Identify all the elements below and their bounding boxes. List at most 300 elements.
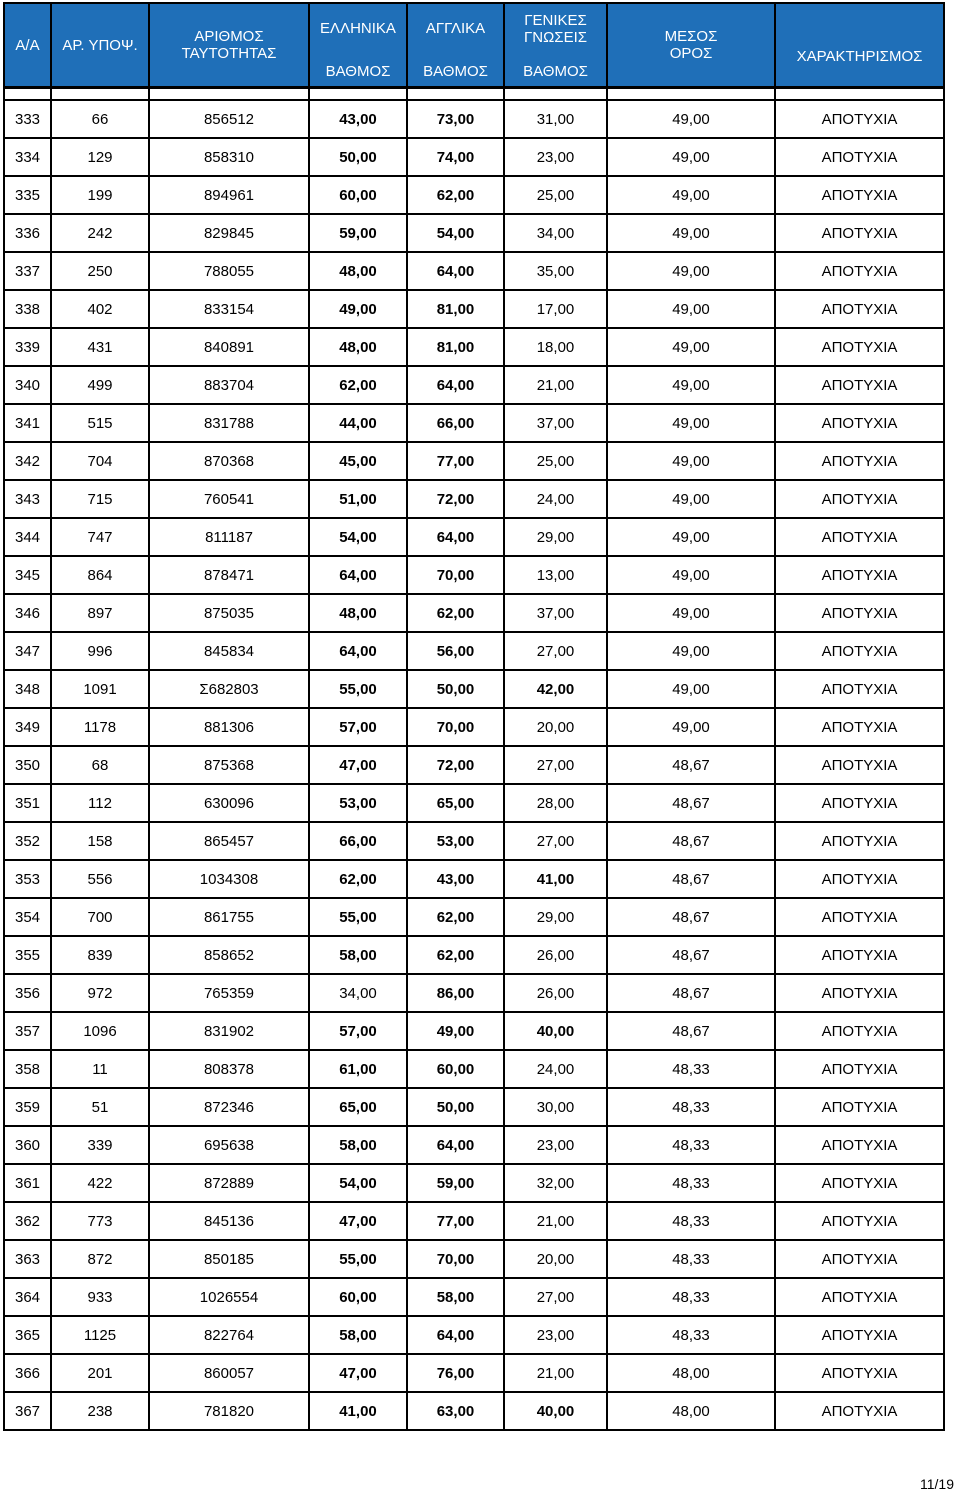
cell-id-number: 840891 <box>149 328 309 366</box>
cell-greek-grade: 48,00 <box>309 594 407 632</box>
cell-id-number: 858652 <box>149 936 309 974</box>
cell-result: ΑΠΟΤΥΧΙΑ <box>775 974 944 1012</box>
cell-average: 48,33 <box>607 1088 775 1126</box>
cell-greek-grade: 48,00 <box>309 252 407 290</box>
cell-greek-grade: 55,00 <box>309 1240 407 1278</box>
cell-candidate-number: 51 <box>51 1088 149 1126</box>
cell-aa: 342 <box>4 442 51 480</box>
cell-english-grade: 77,00 <box>407 442 504 480</box>
cell-candidate-number: 242 <box>51 214 149 252</box>
cell-aa: 355 <box>4 936 51 974</box>
cell-greek-grade: 64,00 <box>309 556 407 594</box>
cell-english-grade: 62,00 <box>407 936 504 974</box>
cell-english-grade: 70,00 <box>407 1240 504 1278</box>
cell-candidate-number: 996 <box>51 632 149 670</box>
cell-result: ΑΠΟΤΥΧΙΑ <box>775 366 944 404</box>
cell-candidate-number: 112 <box>51 784 149 822</box>
cell-average: 49,00 <box>607 214 775 252</box>
cell-average: 49,00 <box>607 290 775 328</box>
cell-english-grade: 59,00 <box>407 1164 504 1202</box>
cell-id-number: 850185 <box>149 1240 309 1278</box>
cell-result: ΑΠΟΤΥΧΙΑ <box>775 328 944 366</box>
cell-id-number: 808378 <box>149 1050 309 1088</box>
cell-greek-grade: 62,00 <box>309 860 407 898</box>
table-row <box>4 1278 944 1316</box>
table-row <box>4 708 944 746</box>
cell-candidate-number: 129 <box>51 138 149 176</box>
col-header-greek-grade: ΕΛΛΗΝΙΚΑ ΒΑΘΜΟΣ <box>309 3 407 88</box>
cell-english-grade: 72,00 <box>407 746 504 784</box>
cell-candidate-number: 933 <box>51 1278 149 1316</box>
cell-general-knowledge-grade: 13,00 <box>504 556 607 594</box>
cell-aa: 366 <box>4 1354 51 1392</box>
cell-general-knowledge-grade: 27,00 <box>504 822 607 860</box>
cell-greek-grade: 53,00 <box>309 784 407 822</box>
col-header-aa: Α/Α <box>4 3 51 88</box>
cell-aa: 333 <box>4 100 51 138</box>
cell-average: 48,00 <box>607 1392 775 1430</box>
cell-result: ΑΠΟΤΥΧΙΑ <box>775 1164 944 1202</box>
cell-general-knowledge-grade: 24,00 <box>504 1050 607 1088</box>
cell-id-number: 872889 <box>149 1164 309 1202</box>
cell-english-grade: 64,00 <box>407 1316 504 1354</box>
cell-result: ΑΠΟΤΥΧΙΑ <box>775 594 944 632</box>
cell-result: ΑΠΟΤΥΧΙΑ <box>775 784 944 822</box>
cell-english-grade: 66,00 <box>407 404 504 442</box>
cell-id-number: 845136 <box>149 1202 309 1240</box>
table-row <box>4 366 944 404</box>
cell-id-number: 811187 <box>149 518 309 556</box>
cell-aa: 364 <box>4 1278 51 1316</box>
cell-result: ΑΠΟΤΥΧΙΑ <box>775 670 944 708</box>
table-row <box>4 138 944 176</box>
table-row <box>4 556 944 594</box>
cell-candidate-number: 1178 <box>51 708 149 746</box>
cell-id-number: 760541 <box>149 480 309 518</box>
cell-english-grade: 54,00 <box>407 214 504 252</box>
cell-general-knowledge-grade: 20,00 <box>504 708 607 746</box>
cell-result: ΑΠΟΤΥΧΙΑ <box>775 936 944 974</box>
cell-average: 48,67 <box>607 746 775 784</box>
cell-result: ΑΠΟΤΥΧΙΑ <box>775 138 944 176</box>
cell-english-grade: 50,00 <box>407 1088 504 1126</box>
cell-aa: 336 <box>4 214 51 252</box>
cell-english-grade: 64,00 <box>407 1126 504 1164</box>
cell-greek-grade: 47,00 <box>309 1202 407 1240</box>
cell-candidate-number: 1125 <box>51 1316 149 1354</box>
cell-result: ΑΠΟΤΥΧΙΑ <box>775 898 944 936</box>
cell-general-knowledge-grade: 23,00 <box>504 138 607 176</box>
cell-result: ΑΠΟΤΥΧΙΑ <box>775 860 944 898</box>
col-header-average: ΜΕΣΟΣ ΟΡΟΣ <box>607 3 775 88</box>
cell-general-knowledge-grade: 28,00 <box>504 784 607 822</box>
cell-id-number: 788055 <box>149 252 309 290</box>
cell-greek-grade: 51,00 <box>309 480 407 518</box>
table-row <box>4 1240 944 1278</box>
cell-candidate-number: 872 <box>51 1240 149 1278</box>
cell-average: 48,33 <box>607 1050 775 1088</box>
table-row <box>4 518 944 556</box>
cell-average: 49,00 <box>607 442 775 480</box>
cell-aa: 338 <box>4 290 51 328</box>
cell-average: 48,33 <box>607 1278 775 1316</box>
cell-aa: 354 <box>4 898 51 936</box>
cell-candidate-number: 422 <box>51 1164 149 1202</box>
cell-english-grade: 53,00 <box>407 822 504 860</box>
cell-aa: 362 <box>4 1202 51 1240</box>
cell-candidate-number: 839 <box>51 936 149 974</box>
cell-general-knowledge-grade: 29,00 <box>504 898 607 936</box>
col-header-id-number: ΑΡΙΘΜΟΣ ΤΑΥΤΟΤΗΤΑΣ <box>149 3 309 88</box>
cell-english-grade: 73,00 <box>407 100 504 138</box>
cell-average: 48,33 <box>607 1316 775 1354</box>
cell-aa: 353 <box>4 860 51 898</box>
cell-id-number: 822764 <box>149 1316 309 1354</box>
cell-id-number: 831902 <box>149 1012 309 1050</box>
cell-aa: 349 <box>4 708 51 746</box>
table-row <box>4 1126 944 1164</box>
cell-general-knowledge-grade: 31,00 <box>504 100 607 138</box>
cell-average: 49,00 <box>607 100 775 138</box>
cell-greek-grade: 47,00 <box>309 1354 407 1392</box>
cell-greek-grade: 34,00 <box>309 974 407 1012</box>
cell-id-number: 872346 <box>149 1088 309 1126</box>
cell-candidate-number: 201 <box>51 1354 149 1392</box>
cell-average: 48,67 <box>607 1012 775 1050</box>
cell-result: ΑΠΟΤΥΧΙΑ <box>775 1012 944 1050</box>
cell-english-grade: 86,00 <box>407 974 504 1012</box>
cell-result: ΑΠΟΤΥΧΙΑ <box>775 442 944 480</box>
cell-general-knowledge-grade: 21,00 <box>504 1202 607 1240</box>
cell-english-grade: 62,00 <box>407 176 504 214</box>
cell-aa: 358 <box>4 1050 51 1088</box>
cell-aa: 350 <box>4 746 51 784</box>
cell-greek-grade: 50,00 <box>309 138 407 176</box>
cell-english-grade: 60,00 <box>407 1050 504 1088</box>
cell-average: 49,00 <box>607 518 775 556</box>
cell-candidate-number: 499 <box>51 366 149 404</box>
cell-result: ΑΠΟΤΥΧΙΑ <box>775 214 944 252</box>
table-row <box>4 974 944 1012</box>
cell-result: ΑΠΟΤΥΧΙΑ <box>775 1240 944 1278</box>
table-row <box>4 1012 944 1050</box>
cell-candidate-number: 402 <box>51 290 149 328</box>
cell-average: 48,33 <box>607 1202 775 1240</box>
cell-general-knowledge-grade: 41,00 <box>504 860 607 898</box>
cell-aa: 357 <box>4 1012 51 1050</box>
cell-english-grade: 70,00 <box>407 556 504 594</box>
cell-english-grade: 76,00 <box>407 1354 504 1392</box>
cell-id-number: 831788 <box>149 404 309 442</box>
cell-general-knowledge-grade: 25,00 <box>504 176 607 214</box>
cell-result: ΑΠΟΤΥΧΙΑ <box>775 1050 944 1088</box>
cell-general-knowledge-grade: 30,00 <box>504 1088 607 1126</box>
cell-english-grade: 65,00 <box>407 784 504 822</box>
cell-aa: 360 <box>4 1126 51 1164</box>
cell-average: 48,67 <box>607 936 775 974</box>
col-header-general-knowledge-grade: ΓΕΝΙΚΕΣ ΓΝΩΣΕΙΣ ΒΑΘΜΟΣ <box>504 3 607 88</box>
cell-average: 49,00 <box>607 594 775 632</box>
cell-id-number: 875368 <box>149 746 309 784</box>
cell-english-grade: 64,00 <box>407 252 504 290</box>
cell-candidate-number: 68 <box>51 746 149 784</box>
cell-english-grade: 49,00 <box>407 1012 504 1050</box>
cell-greek-grade: 57,00 <box>309 1012 407 1050</box>
cell-general-knowledge-grade: 20,00 <box>504 1240 607 1278</box>
cell-english-grade: 62,00 <box>407 594 504 632</box>
cell-english-grade: 50,00 <box>407 670 504 708</box>
cell-general-knowledge-grade: 37,00 <box>504 594 607 632</box>
table-row <box>4 252 944 290</box>
cell-general-knowledge-grade: 21,00 <box>504 366 607 404</box>
cell-general-knowledge-grade: 34,00 <box>504 214 607 252</box>
table-row <box>4 404 944 442</box>
cell-id-number: 861755 <box>149 898 309 936</box>
cell-general-knowledge-grade: 23,00 <box>504 1126 607 1164</box>
cell-greek-grade: 65,00 <box>309 1088 407 1126</box>
cell-general-knowledge-grade: 27,00 <box>504 1278 607 1316</box>
cell-candidate-number: 238 <box>51 1392 149 1430</box>
cell-id-number: 695638 <box>149 1126 309 1164</box>
cell-id-number: 858310 <box>149 138 309 176</box>
cell-greek-grade: 54,00 <box>309 518 407 556</box>
cell-greek-grade: 66,00 <box>309 822 407 860</box>
cell-result: ΑΠΟΤΥΧΙΑ <box>775 1316 944 1354</box>
cell-average: 49,00 <box>607 708 775 746</box>
cell-aa: 343 <box>4 480 51 518</box>
cell-result: ΑΠΟΤΥΧΙΑ <box>775 100 944 138</box>
cell-general-knowledge-grade: 26,00 <box>504 936 607 974</box>
cell-average: 48,00 <box>607 1354 775 1392</box>
cell-id-number: 881306 <box>149 708 309 746</box>
cell-result: ΑΠΟΤΥΧΙΑ <box>775 1202 944 1240</box>
table-row <box>4 328 944 366</box>
cell-id-number: 1034308 <box>149 860 309 898</box>
cell-greek-grade: 58,00 <box>309 1316 407 1354</box>
cell-aa: 341 <box>4 404 51 442</box>
cell-id-number: 1026554 <box>149 1278 309 1316</box>
cell-id-number: 845834 <box>149 632 309 670</box>
cell-average: 48,67 <box>607 860 775 898</box>
table-row <box>4 746 944 784</box>
cell-greek-grade: 48,00 <box>309 328 407 366</box>
table-row <box>4 594 944 632</box>
cell-english-grade: 63,00 <box>407 1392 504 1430</box>
table-row <box>4 100 944 138</box>
cell-greek-grade: 41,00 <box>309 1392 407 1430</box>
cell-english-grade: 58,00 <box>407 1278 504 1316</box>
cell-candidate-number: 715 <box>51 480 149 518</box>
cell-result: ΑΠΟΤΥΧΙΑ <box>775 1392 944 1430</box>
cell-greek-grade: 64,00 <box>309 632 407 670</box>
cell-id-number: Σ682803 <box>149 670 309 708</box>
cell-average: 48,33 <box>607 1240 775 1278</box>
cell-result: ΑΠΟΤΥΧΙΑ <box>775 404 944 442</box>
cell-id-number: 875035 <box>149 594 309 632</box>
cell-aa: 337 <box>4 252 51 290</box>
cell-id-number: 865457 <box>149 822 309 860</box>
cell-average: 49,00 <box>607 366 775 404</box>
cell-greek-grade: 55,00 <box>309 670 407 708</box>
cell-id-number: 829845 <box>149 214 309 252</box>
cell-english-grade: 62,00 <box>407 898 504 936</box>
cell-id-number: 878471 <box>149 556 309 594</box>
cell-aa: 351 <box>4 784 51 822</box>
cell-general-knowledge-grade: 27,00 <box>504 632 607 670</box>
cell-aa: 348 <box>4 670 51 708</box>
cell-average: 49,00 <box>607 138 775 176</box>
cell-candidate-number: 199 <box>51 176 149 214</box>
results-table <box>3 2 945 1431</box>
cell-result: ΑΠΟΤΥΧΙΑ <box>775 556 944 594</box>
cell-average: 48,67 <box>607 784 775 822</box>
cell-id-number: 860057 <box>149 1354 309 1392</box>
cell-aa: 335 <box>4 176 51 214</box>
cell-result: ΑΠΟΤΥΧΙΑ <box>775 1278 944 1316</box>
col-header-english-grade: ΑΓΓΛΙΚΑ ΒΑΘΜΟΣ <box>407 3 504 88</box>
cell-result: ΑΠΟΤΥΧΙΑ <box>775 252 944 290</box>
cell-general-knowledge-grade: 42,00 <box>504 670 607 708</box>
cell-average: 48,67 <box>607 822 775 860</box>
cell-greek-grade: 62,00 <box>309 366 407 404</box>
cell-general-knowledge-grade: 23,00 <box>504 1316 607 1354</box>
cell-general-knowledge-grade: 35,00 <box>504 252 607 290</box>
cell-result: ΑΠΟΤΥΧΙΑ <box>775 176 944 214</box>
cell-english-grade: 56,00 <box>407 632 504 670</box>
cell-aa: 359 <box>4 1088 51 1126</box>
cell-english-grade: 64,00 <box>407 518 504 556</box>
cell-greek-grade: 60,00 <box>309 176 407 214</box>
cell-average: 48,67 <box>607 898 775 936</box>
cell-greek-grade: 54,00 <box>309 1164 407 1202</box>
cell-result: ΑΠΟΤΥΧΙΑ <box>775 1354 944 1392</box>
cell-greek-grade: 61,00 <box>309 1050 407 1088</box>
cell-greek-grade: 55,00 <box>309 898 407 936</box>
cell-general-knowledge-grade: 27,00 <box>504 746 607 784</box>
cell-candidate-number: 158 <box>51 822 149 860</box>
cell-id-number: 630096 <box>149 784 309 822</box>
cell-result: ΑΠΟΤΥΧΙΑ <box>775 632 944 670</box>
table-row <box>4 1354 944 1392</box>
table-row <box>4 1202 944 1240</box>
cell-average: 49,00 <box>607 404 775 442</box>
cell-average: 49,00 <box>607 176 775 214</box>
cell-candidate-number: 704 <box>51 442 149 480</box>
cell-id-number: 833154 <box>149 290 309 328</box>
cell-candidate-number: 339 <box>51 1126 149 1164</box>
table-row <box>4 670 944 708</box>
cell-greek-grade: 45,00 <box>309 442 407 480</box>
col-header-result: ΧΑΡΑΚΤΗΡΙΣΜΟΣ <box>775 3 944 88</box>
cell-aa: 356 <box>4 974 51 1012</box>
cell-general-knowledge-grade: 21,00 <box>504 1354 607 1392</box>
cell-greek-grade: 59,00 <box>309 214 407 252</box>
cell-aa: 365 <box>4 1316 51 1354</box>
table-row <box>4 480 944 518</box>
page-number: 11/19 <box>920 1476 954 1492</box>
col-header-candidate-number: ΑΡ. ΥΠΟΨ. <box>51 3 149 88</box>
cell-result: ΑΠΟΤΥΧΙΑ <box>775 290 944 328</box>
cell-aa: 346 <box>4 594 51 632</box>
cell-general-knowledge-grade: 37,00 <box>504 404 607 442</box>
cell-result: ΑΠΟΤΥΧΙΑ <box>775 1126 944 1164</box>
cell-aa: 344 <box>4 518 51 556</box>
cell-general-knowledge-grade: 17,00 <box>504 290 607 328</box>
cell-result: ΑΠΟΤΥΧΙΑ <box>775 708 944 746</box>
cell-candidate-number: 864 <box>51 556 149 594</box>
cell-result: ΑΠΟΤΥΧΙΑ <box>775 746 944 784</box>
table-row <box>4 214 944 252</box>
cell-id-number: 870368 <box>149 442 309 480</box>
cell-greek-grade: 60,00 <box>309 1278 407 1316</box>
cell-result: ΑΠΟΤΥΧΙΑ <box>775 480 944 518</box>
cell-candidate-number: 773 <box>51 1202 149 1240</box>
cell-average: 48,67 <box>607 974 775 1012</box>
cell-candidate-number: 66 <box>51 100 149 138</box>
table-row <box>4 632 944 670</box>
table-row <box>4 822 944 860</box>
cell-id-number: 883704 <box>149 366 309 404</box>
header-row <box>4 3 944 88</box>
cell-average: 49,00 <box>607 328 775 366</box>
cell-greek-grade: 47,00 <box>309 746 407 784</box>
cell-candidate-number: 1096 <box>51 1012 149 1050</box>
cell-general-knowledge-grade: 40,00 <box>504 1392 607 1430</box>
table-row <box>4 784 944 822</box>
cell-candidate-number: 556 <box>51 860 149 898</box>
cell-result: ΑΠΟΤΥΧΙΑ <box>775 1088 944 1126</box>
cell-greek-grade: 43,00 <box>309 100 407 138</box>
cell-average: 49,00 <box>607 252 775 290</box>
cell-candidate-number: 700 <box>51 898 149 936</box>
cell-candidate-number: 972 <box>51 974 149 1012</box>
cell-candidate-number: 11 <box>51 1050 149 1088</box>
cell-general-knowledge-grade: 24,00 <box>504 480 607 518</box>
cell-aa: 361 <box>4 1164 51 1202</box>
table-row <box>4 898 944 936</box>
table-row <box>4 1316 944 1354</box>
cell-greek-grade: 57,00 <box>309 708 407 746</box>
cell-general-knowledge-grade: 18,00 <box>504 328 607 366</box>
table-row <box>4 290 944 328</box>
cell-aa: 352 <box>4 822 51 860</box>
table-row <box>4 860 944 898</box>
cell-candidate-number: 1091 <box>51 670 149 708</box>
table-row <box>4 1164 944 1202</box>
cell-result: ΑΠΟΤΥΧΙΑ <box>775 518 944 556</box>
cell-id-number: 894961 <box>149 176 309 214</box>
cell-greek-grade: 58,00 <box>309 1126 407 1164</box>
cell-average: 49,00 <box>607 480 775 518</box>
cell-english-grade: 74,00 <box>407 138 504 176</box>
cell-id-number: 765359 <box>149 974 309 1012</box>
cell-aa: 334 <box>4 138 51 176</box>
table-body <box>4 100 944 1430</box>
cell-general-knowledge-grade: 29,00 <box>504 518 607 556</box>
cell-average: 49,00 <box>607 632 775 670</box>
cell-english-grade: 43,00 <box>407 860 504 898</box>
table-row <box>4 442 944 480</box>
cell-aa: 347 <box>4 632 51 670</box>
header-spacer <box>4 88 944 101</box>
table-row <box>4 936 944 974</box>
cell-average: 48,33 <box>607 1164 775 1202</box>
cell-english-grade: 81,00 <box>407 290 504 328</box>
cell-result: ΑΠΟΤΥΧΙΑ <box>775 822 944 860</box>
cell-aa: 345 <box>4 556 51 594</box>
cell-general-knowledge-grade: 25,00 <box>504 442 607 480</box>
cell-english-grade: 77,00 <box>407 1202 504 1240</box>
